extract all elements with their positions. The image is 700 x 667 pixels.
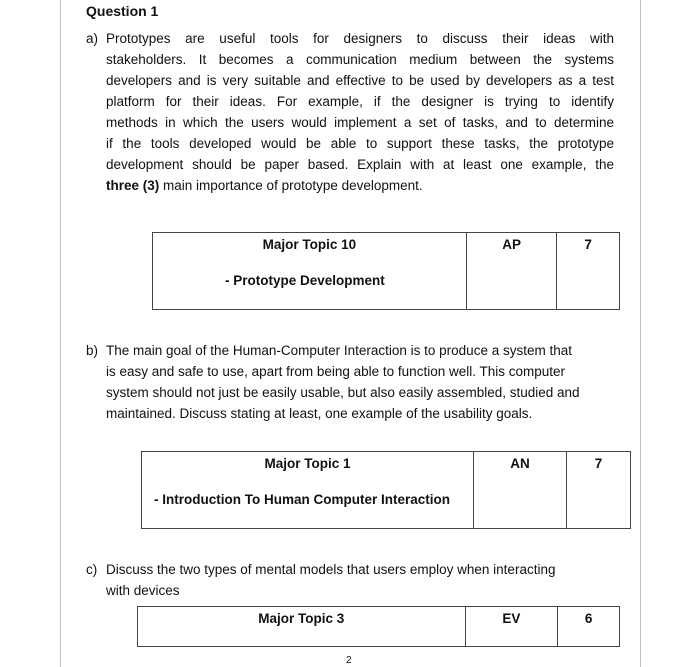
question-a-line: developers and is very suitable and effective to be used by developers as a test (106, 73, 614, 88)
topic-cell-b (142, 452, 474, 529)
topic-cell-a (153, 233, 467, 310)
question-a-text (106, 28, 614, 196)
marks-value: 6 (558, 607, 620, 647)
question-a-last-line-rest: main importance of prototype development. (159, 178, 423, 193)
page-right-edge (640, 0, 641, 667)
question-a-line: platform for their ideas. For example, if the designer is trying to identify (106, 94, 614, 109)
topic-title: Major Topic 3 (258, 611, 345, 626)
question-a-line: Prototypes are useful tools for designers to discuss their ideas with (106, 31, 614, 46)
question-a-emphasis: three (3) (106, 178, 160, 193)
taxonomy-code: EV (465, 607, 558, 647)
question-b-text (106, 340, 614, 424)
topic-table-c (137, 606, 620, 647)
page-number: 2 (346, 655, 352, 666)
question-a-last-line (106, 175, 614, 196)
question-b-line: system should not just be easily usable, but also easily assembled, studied and (106, 385, 580, 400)
marks-value: 7 (567, 452, 631, 529)
question-b-line: maintained. Discuss stating at least, one example of the usability goals. (106, 406, 533, 421)
question-heading: Question 1 (86, 3, 159, 19)
topic-cell-c (138, 607, 466, 647)
page-left-edge (60, 0, 61, 667)
question-a-line: stakeholders. It becomes a communication medium between the systems (106, 52, 614, 67)
question-c (86, 559, 614, 601)
question-a-line: if the tools developed would be able to support these tasks, the prototype (106, 136, 614, 151)
question-c-text (106, 559, 614, 601)
marks-value: 7 (557, 233, 620, 310)
question-b-line: The main goal of the Human-Computer Interaction is to produce a system that (106, 343, 572, 358)
topic-subtitle: - Introduction To Human Computer Interaction (154, 492, 450, 507)
topic-subtitle: - Prototype Development (225, 273, 385, 288)
taxonomy-code: AN (474, 452, 567, 529)
question-a-line: methods in which the users would implement a set of tasks, and to determine (106, 115, 614, 130)
topic-title: Major Topic 1 (264, 456, 351, 471)
question-b-label: b) (86, 343, 99, 358)
topic-table-a (152, 232, 620, 310)
question-a-line: development should be paper based. Explain with at least one example, the (106, 157, 614, 172)
question-c-label: c) (86, 562, 98, 577)
question-c-line: with devices (106, 583, 180, 598)
taxonomy-code: AP (466, 233, 556, 310)
topic-table-b (141, 451, 631, 529)
question-c-line: Discuss the two types of mental models that users employ when interacting (106, 562, 556, 577)
question-a-label: a) (86, 31, 99, 46)
question-b (86, 340, 614, 424)
question-b-line: is easy and safe to use, apart from being able to function well. This computer (106, 364, 565, 379)
question-a (86, 28, 614, 193)
topic-title: Major Topic 10 (262, 237, 357, 252)
